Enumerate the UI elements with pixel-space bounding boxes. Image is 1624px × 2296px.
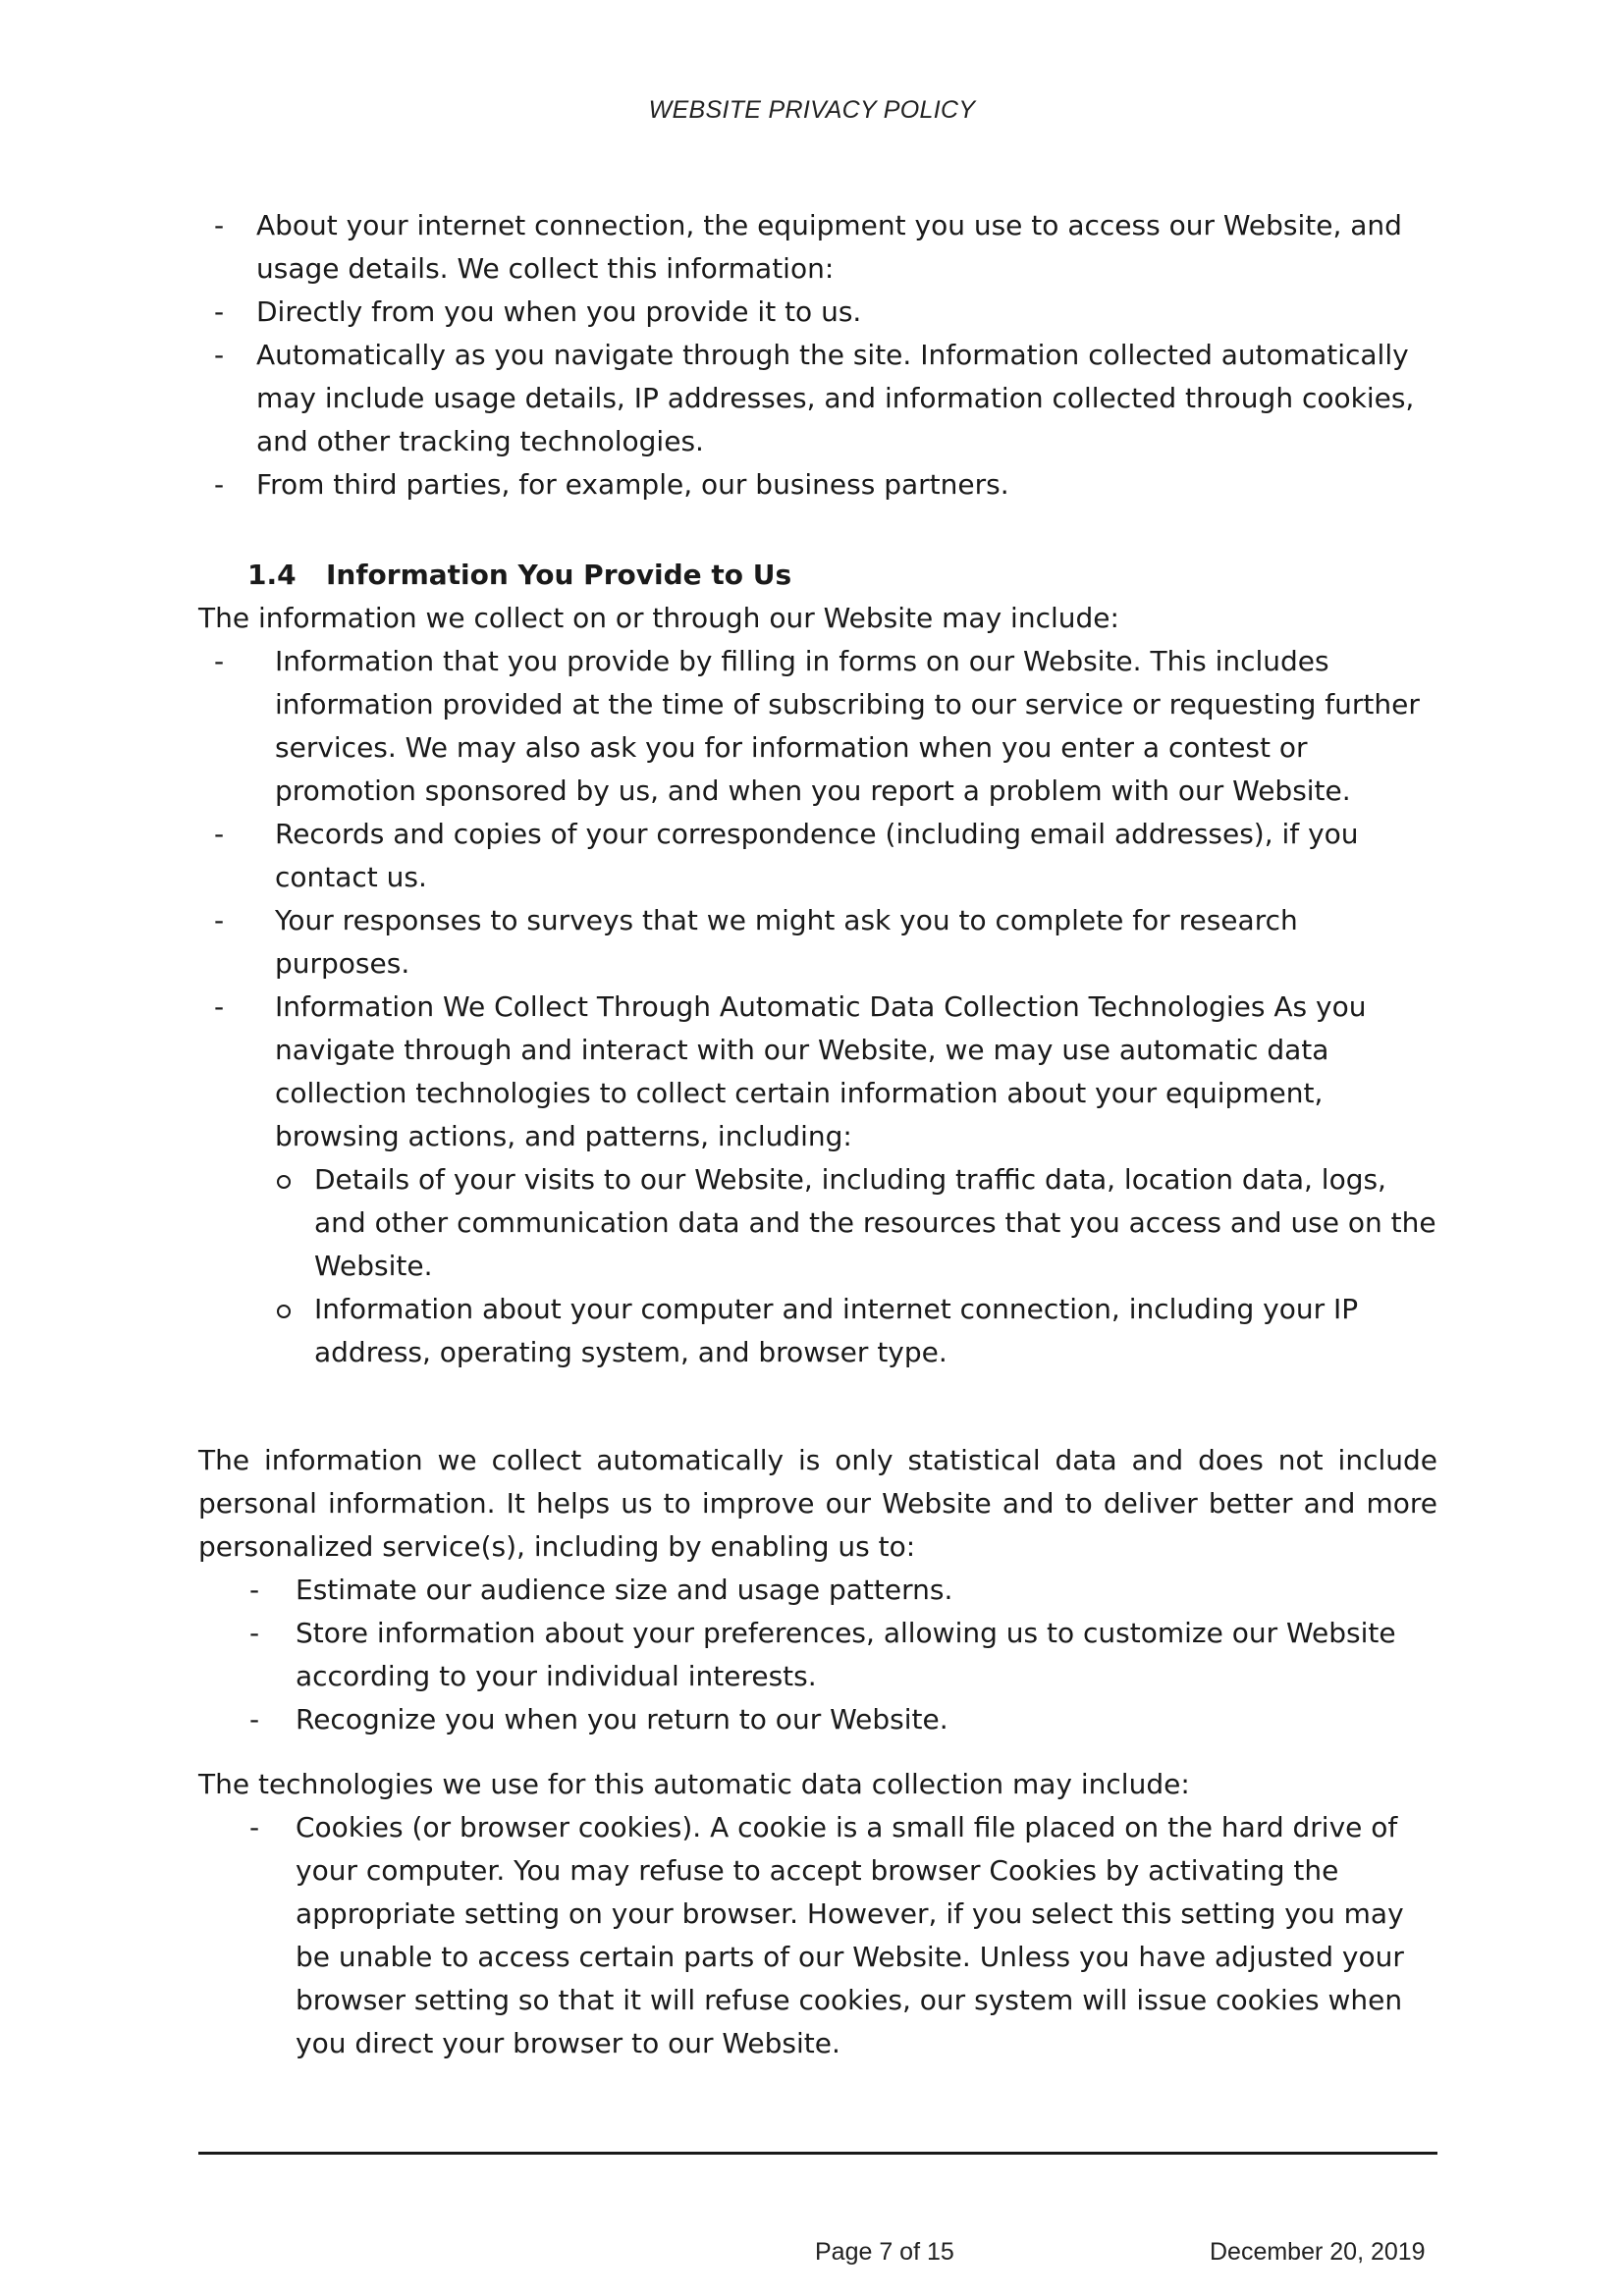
list-item: - Recognize you when you return to our Website. xyxy=(198,1698,1437,1741)
sub-list xyxy=(275,1158,1437,1374)
list-item: - Automatically as you navigate through the site. Information collected automatically may include usage details, IP addresses, and information collected through cookies, and other tracking technologies. xyxy=(198,334,1437,463)
document-header-title: WEBSITE PRIVACY POLICY xyxy=(648,96,976,124)
list-item: - Estimate our audience size and usage patterns. xyxy=(198,1569,1437,1612)
section-heading xyxy=(198,554,1437,597)
list-item: - Directly from you when you provide it to us. xyxy=(198,291,1437,334)
intro-list xyxy=(198,204,1437,507)
section-lead: The information we collect on or through our Website may include: xyxy=(198,602,1119,634)
footer-divider xyxy=(198,2152,1437,2155)
list-item: - Records and copies of your correspondence (including email addresses), if you contact us. xyxy=(198,813,1437,899)
section-title: Information You Provide to Us xyxy=(326,559,792,591)
list-item: - About your internet connection, the equipment you use to access our Website, and usage details. We collect this information: xyxy=(198,204,1437,291)
document-body xyxy=(198,204,1437,2065)
list-item: - Cookies (or browser cookies). A cookie is a small file placed on the hard drive of your computer. You may refuse to accept browser Cookies by activating the appropriate setting on your browser. However, if you select this setting you may be unable to access certain parts of our Website. Unless you have adjusted your browser setting so that it will refuse cookies, our system will issue cookies when you direct your browser to our Website. xyxy=(198,1806,1437,2065)
statistical-paragraph: The information we collect automatically is only statistical data and does not include personal information. It helps us to improve our Website and to deliver better and more personalized service(s), including by enabling us to: xyxy=(198,1444,1437,1563)
sub-list-item: Information about your computer and internet connection, including your IP address, operating system, and browser type. xyxy=(275,1288,1437,1374)
list-item-text: Information We Collect Through Automatic Data Collection Technologies As you navigate through and interact with our Website, we may use automatic data collection technologies to collect certain information about your equipment, browsing actions, and patterns, including: xyxy=(275,990,1367,1152)
list-item: - From third parties, for example, our business partners. xyxy=(198,463,1437,507)
statistical-list xyxy=(198,1569,1437,1741)
list-item xyxy=(198,986,1437,1374)
list-item: - Your responses to surveys that we might ask you to complete for research purposes. xyxy=(198,899,1437,986)
list-item: - Information that you provide by filling in forms on our Website. This includes information provided at the time of subscribing to our service or requesting further services. We may also ask you for information when you enter a contest or promotion sponsored by us, and when you report a problem with our Website. xyxy=(198,640,1437,813)
technologies-list xyxy=(198,1806,1437,2065)
provided-info-list xyxy=(198,640,1437,1374)
sub-list-item: Details of your visits to our Website, including traffic data, location data, logs, and other communication data and the resources that you access and use on the Website. xyxy=(275,1158,1437,1288)
footer-page-number: Page 7 of 15 xyxy=(815,2238,954,2266)
section-number: 1.4 xyxy=(247,559,297,591)
footer-date: December 20, 2019 xyxy=(1210,2238,1426,2266)
list-item: - Store information about your preferences, allowing us to customize our Website according to your individual interests. xyxy=(198,1612,1437,1698)
technologies-lead: The technologies we use for this automatic data collection may include: xyxy=(198,1768,1190,1800)
